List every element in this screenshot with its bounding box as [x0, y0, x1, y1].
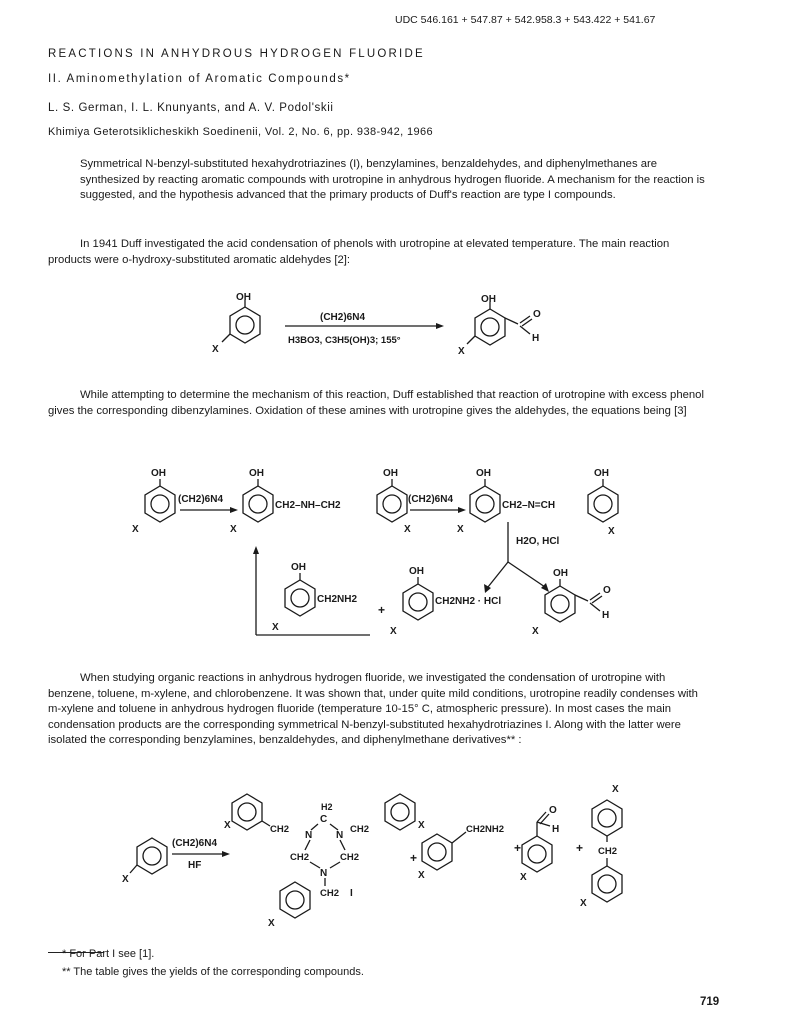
svg-text:H: H	[602, 610, 610, 621]
svg-text:OH: OH	[291, 562, 306, 573]
svg-text:X: X	[230, 524, 237, 535]
svg-text:+: +	[576, 841, 584, 855]
svg-text:OH: OH	[476, 468, 491, 479]
svg-text:X: X	[608, 526, 615, 537]
phenol-ring	[212, 292, 260, 355]
page-number: 719	[700, 996, 720, 1008]
svg-text:X: X	[580, 898, 587, 909]
svg-text:X: X	[457, 524, 464, 535]
svg-text:X: X	[122, 874, 129, 885]
reagent-urotropine: (CH2)6N4	[172, 838, 218, 849]
scheme-1-duff-reaction	[0, 290, 796, 370]
svg-text:CH2: CH2	[320, 888, 340, 899]
dibenzylamine-bridge: CH2–NH–CH2	[275, 500, 341, 511]
svg-text:X: X	[132, 524, 139, 535]
oh-label: OH	[481, 294, 496, 305]
paragraph-our-study: When studying organic reactions in anhydrous hydrogen fluoride, we investigated the condensation of urotropine with benzene, toluene, m-xylene, and chlorobenzene. It was shown that, under quite mild conditions, urotropine readily condenses with m-xylene and toluene in anhydrous hydrogen fluoride (temperature 10-15° C, atmospheric pressure). In most cases the main condensation products are the corresponding symmetrical N-benzyl-substituted hexahydrotriazines I. Along with the latter were isolated the corresponding benzylamines, benzaldehydes, and diphenylmethane derivatives** :	[48, 672, 698, 746]
svg-text:N: N	[320, 868, 328, 879]
reagent-urotropine: (CH2)6N4	[178, 494, 224, 505]
benzylamine-label: CH2NH2	[317, 594, 358, 605]
svg-text:OH: OH	[249, 468, 264, 479]
svg-text:+: +	[514, 841, 522, 855]
svg-text:N: N	[305, 830, 313, 841]
svg-text:O: O	[603, 585, 611, 596]
article-authors: L. S. German, I. L. Knunyants, and A. V. Podol'skii	[48, 102, 334, 114]
svg-text:(CH2)6N4: (CH2)6N4	[408, 494, 454, 505]
benzylamine-label: CH2NH2	[466, 824, 505, 835]
svg-text:X: X	[224, 820, 231, 831]
svg-text:OH: OH	[151, 468, 166, 479]
footnote-2: ** The table gives the yields of the corresponding compounds.	[62, 966, 364, 978]
svg-text:CH2: CH2	[290, 852, 310, 863]
svg-text:O: O	[549, 805, 557, 816]
svg-text:+: +	[378, 603, 386, 617]
svg-text:CH2: CH2	[270, 824, 290, 835]
svg-text:H2: H2	[321, 802, 333, 812]
svg-text:X: X	[520, 872, 527, 883]
paragraph-duff-mechanism: While attempting to determine the mechanism of this reaction, Duff established that reaction of urotropine with excess phenol gives the corresponding dibenzylamines. Oxidation of these amines with urotropine gives the aldehydes, the equations being [3]	[48, 389, 704, 417]
reagent-hf: HF	[188, 860, 202, 871]
scheme-3-hf-condensation	[0, 780, 796, 940]
scheme-2-dibenzylamine-route	[0, 462, 796, 647]
x-label: X	[458, 346, 465, 357]
svg-text:X: X	[418, 870, 425, 881]
udc-classification: UDC 546.161 + 547.87 + 542.958.3 + 543.422 + 541.67	[395, 14, 656, 26]
svg-text:X: X	[268, 918, 275, 929]
journal-citation: Khimiya Geterotsiklicheskikh Soedinenii, Vol. 2, No. 6, pp. 938-942, 1966	[48, 126, 434, 138]
svg-text:OH: OH	[553, 568, 568, 579]
x-label: X	[212, 344, 219, 355]
aldehyde-h: H	[532, 333, 540, 344]
svg-text:X: X	[418, 820, 425, 831]
imine-bridge: CH2–N=CH	[502, 500, 556, 511]
svg-text:CH2: CH2	[350, 824, 370, 835]
article-title: REACTIONS IN ANHYDROUS HYDROGEN FLUORIDE	[48, 48, 425, 60]
svg-text:OH: OH	[383, 468, 398, 479]
paragraph-duff-1941: In 1941 Duff investigated the acid condensation of phenols with urotropine at elevated temperature. The main reaction products were o-hydroxy-substituted aromatic aldehydes [2]:	[48, 238, 670, 266]
svg-text:OH: OH	[409, 566, 424, 577]
reagent-conditions: H3BO3, C3H5(OH)3; 155°	[288, 335, 401, 346]
svg-text:N: N	[336, 830, 344, 841]
abstract-text: Symmetrical N-benzyl-substituted hexahydrotriazines (I), benzylamines, benzaldehydes, and diphenylmethanes are synthesized by reacting aromatic compounds with urotropine in anhydrous hydrogen fluoride. A mechanism for the reaction is suggested, and the hypothesis advanced that the primary products of Duff's reaction are type I compounds.	[80, 158, 705, 201]
svg-text:OH: OH	[594, 468, 609, 479]
svg-text:X: X	[272, 622, 279, 633]
oh-label: OH	[236, 292, 251, 303]
svg-text:CH2: CH2	[598, 846, 618, 857]
svg-text:CH2: CH2	[340, 852, 360, 863]
svg-text:+: +	[410, 851, 418, 865]
benzylamine-hcl-label: CH2NH2 · HCl	[435, 596, 502, 607]
svg-text:X: X	[532, 626, 539, 637]
svg-text:C: C	[320, 814, 328, 825]
hydrolysis-reagent: H2O, HCl	[516, 536, 560, 547]
svg-text:X: X	[404, 524, 411, 535]
reagent-urotropine: (CH2)6N4	[320, 312, 366, 323]
svg-text:H: H	[552, 824, 560, 835]
footnote-1: * For Part I see [1].	[62, 948, 155, 960]
svg-text:X: X	[612, 784, 619, 795]
svg-text:X: X	[390, 626, 397, 637]
article-subtitle: II. Aminomethylation of Aromatic Compounds*	[48, 73, 351, 85]
compound-i-label: I	[350, 888, 353, 899]
salicylaldehyde-ring	[458, 294, 541, 357]
aldehyde-o: O	[533, 309, 541, 320]
